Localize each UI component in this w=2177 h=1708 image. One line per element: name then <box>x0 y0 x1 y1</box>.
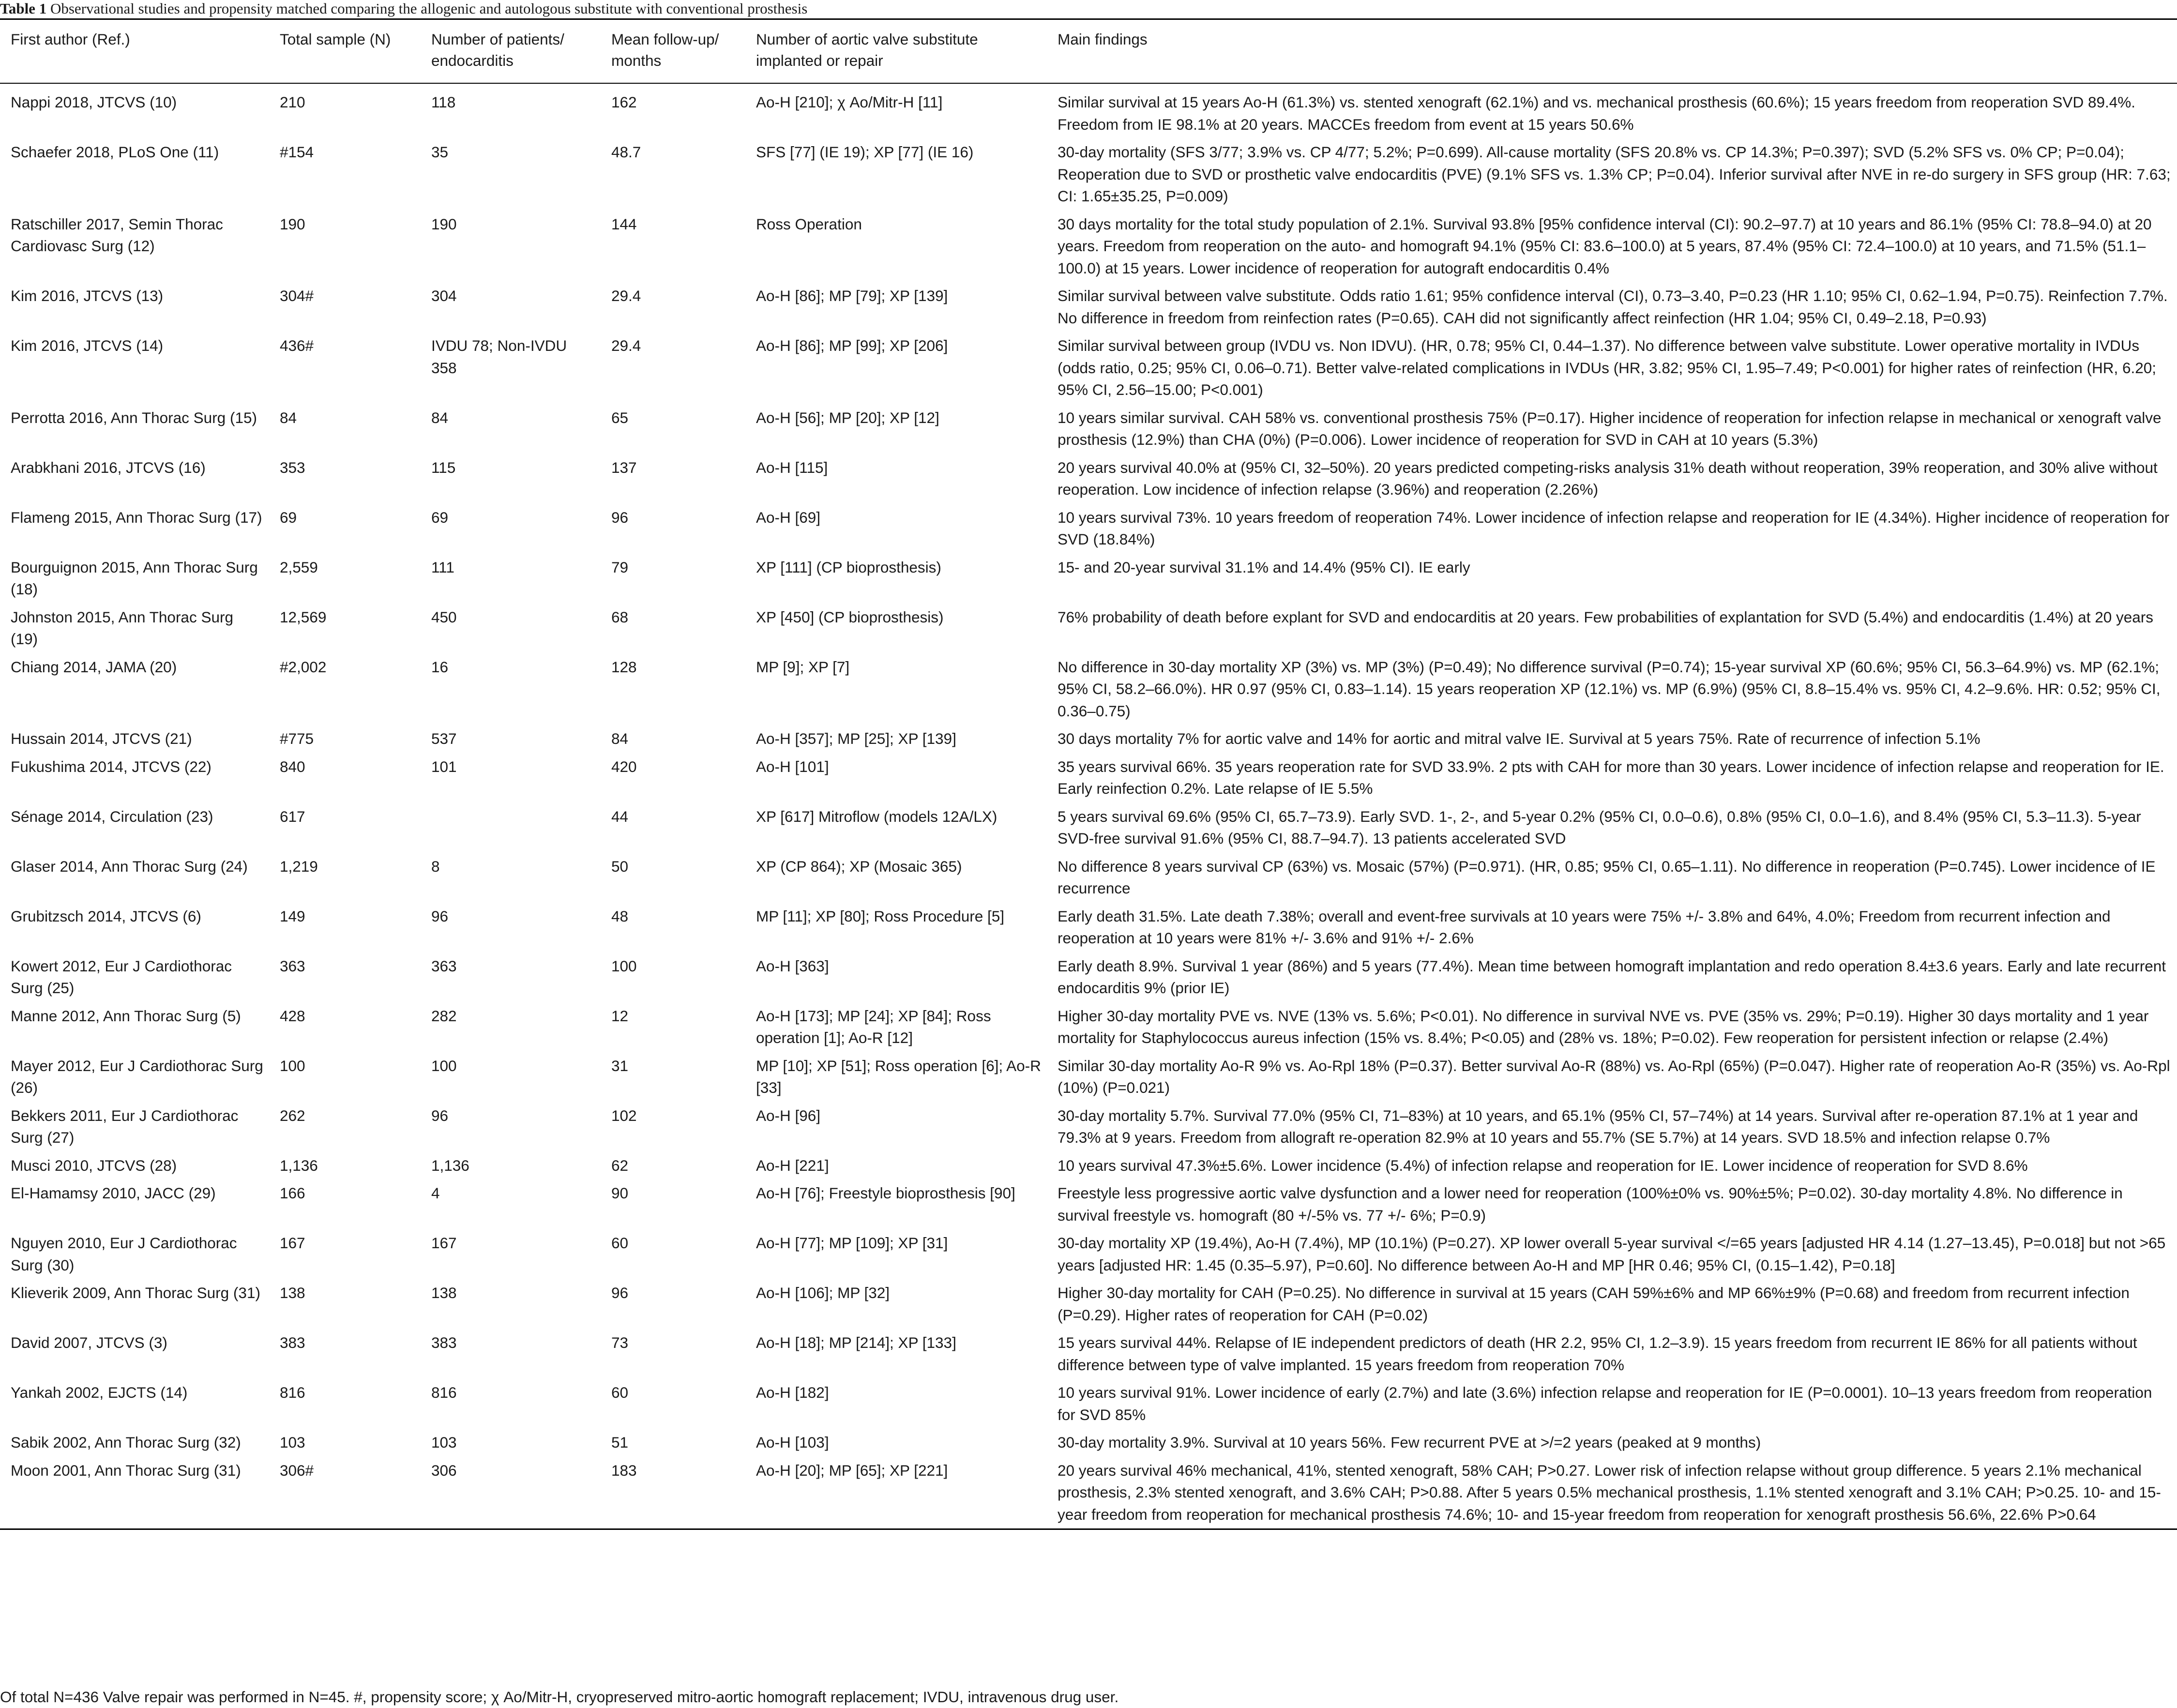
cell-patients: 69 <box>431 508 449 526</box>
table-row <box>0 753 2177 803</box>
cell-findings: Early death 31.5%. Late death 7.38%; overall and event-free survivals at 10 years were 75% +/- 3.8% and 64%, 4.0%; Freedom from recurrent infection and reoperation at 10 years were 81% +/- 3.6% and 91% +/- 2.6% <box>1058 907 2111 947</box>
cell-followup: 65 <box>611 408 629 426</box>
cell-sample: 103 <box>280 1434 305 1451</box>
table-row <box>0 404 2177 454</box>
cell-findings: Higher 30-day mortality for CAH (P=0.25). No difference in survival at 15 years (CAH 59%±6% and MP 66%±9% (P=0.68) and freedom from recurrent infection (P=0.29). Higher rates of reoperation for CAH (P=0.02) <box>1058 1284 2130 1324</box>
cell-followup: 29.4 <box>611 337 641 354</box>
cell-findings: Higher 30-day mortality PVE vs. NVE (13% vs. 5.6%; P<0.01). No difference in survival NVE vs. PVE (35% vs. 29%; P=0.19). Higher 30 days mortality and 1 year mortality for Staphylococcus aureus infection (15% vs. 8.4%; P<0.05) and (28% vs. 18%; P=0.02). Few reoperation for persistent infection or relapse (2.4%) <box>1058 1007 2149 1046</box>
cell-patients: 383 <box>431 1334 457 1351</box>
table-row <box>0 1457 2177 1529</box>
cell-followup: 44 <box>611 807 629 825</box>
cell-followup: 68 <box>611 608 629 626</box>
table-row <box>0 83 2177 138</box>
cell-author: Perrotta 2016, Ann Thorac Surg (15) <box>11 408 257 426</box>
cell-substitute: Ao-H [182] <box>756 1384 829 1401</box>
cell-patients: 100 <box>431 1057 457 1074</box>
table-row <box>0 1429 2177 1457</box>
column-header-followup: Mean follow-up/ months <box>601 19 745 84</box>
cell-author: Sénage 2014, Circulation (23) <box>11 807 213 825</box>
cell-patients: 363 <box>431 957 457 975</box>
cell-patients: 103 <box>431 1434 457 1451</box>
cell-author: Nguyen 2010, Eur J Cardiothorac Surg (30) <box>11 1234 237 1274</box>
cell-sample: 262 <box>280 1106 305 1124</box>
cell-findings: 10 years survival 73%. 10 years freedom of reoperation 74%. Lower incidence of infection relapse and reoperation for IE (4.34%). Higher incidence of reoperation for SVD (18.84%) <box>1058 508 2170 548</box>
cell-findings: Similar survival at 15 years Ao-H (61.3%) vs. stented xenograft (62.1%) and vs. mechanical prosthesis (60.6%); 15 years freedom from reoperation SVD 89.4%. Freedom from IE 98.1% at 20 years. MACCEs freedom from event at 15 years 50.6% <box>1058 93 2136 133</box>
cell-findings: 5 years survival 69.6% (95% CI, 65.7–73.9). Early SVD. 1-, 2-, and 5-year 0.2% (95% CI, 0.0–0.6), 0.8% (95% CI, 0.0–1.6), and 8.4% (95% CI, 5.3–11.3). 5-year SVD-free survival 91.6% (95% CI, 88.7–94.7). 13 patients accelerated SVD <box>1058 807 2141 847</box>
table-row <box>0 903 2177 952</box>
table-row <box>0 138 2177 211</box>
cell-findings: Similar 30-day mortality Ao-R 9% vs. Ao-Rpl 18% (P=0.37). Better survival Ao-R (88%) vs. Ao-Rpl (65%) (P=0.047). Higher rate of reoperation Ao-R (35%) vs. Ao-Rpl (10%) (P=0.021) <box>1058 1057 2170 1096</box>
table-row <box>0 604 2177 653</box>
cell-followup: 29.4 <box>611 287 641 304</box>
cell-author: Musci 2010, JTCVS (28) <box>11 1156 177 1174</box>
table-row <box>0 803 2177 853</box>
cell-sample: 383 <box>280 1334 305 1351</box>
cell-findings: 20 years survival 46% mechanical, 41%, stented xenograft, 58% CAH; P>0.27. Lower risk of infection relapse without group difference. 5 years 2.1% mechanical prosthesis, 2.3% stented xenograft, and 3.6% CAH; P>0.88. After 5 years 0.5% mechanical prosthesis, 1.1% stented xenograft and 3.1% CAH; P>0.25. 10- and 15-year freedom from reoperation for mechanical prosthesis 74.6%; 10- and 15-year freedom from reoperation for xenograft prosthesis 56.6%, 22.6% P>0.64 <box>1058 1461 2161 1523</box>
cell-author: Manne 2012, Ann Thorac Surg (5) <box>11 1007 241 1025</box>
cell-patients: 4 <box>431 1184 440 1202</box>
cell-substitute: SFS [77] (IE 19); XP [77] (IE 16) <box>756 143 974 161</box>
cell-patients: 138 <box>431 1284 457 1301</box>
cell-patients: 190 <box>431 215 457 233</box>
cell-sample: #775 <box>280 730 314 747</box>
table-header-row <box>0 19 2177 84</box>
cell-patients: 84 <box>431 408 449 426</box>
cell-followup: 90 <box>611 1184 629 1202</box>
cell-sample: 2,559 <box>280 558 318 576</box>
cell-substitute: MP [9]; XP [7] <box>756 658 850 676</box>
cell-author: Chiang 2014, JAMA (20) <box>11 658 177 676</box>
cell-patients: 96 <box>431 907 449 925</box>
cell-substitute: Ao-H [106]; MP [32] <box>756 1284 890 1301</box>
cell-author: Mayer 2012, Eur J Cardiothorac Surg (26) <box>11 1057 263 1096</box>
cell-substitute: Ao-H [103] <box>756 1434 829 1451</box>
cell-patients: 111 <box>431 558 454 576</box>
cell-patients: 101 <box>431 757 457 775</box>
table-row <box>0 554 2177 604</box>
cell-author: Flameng 2015, Ann Thorac Surg (17) <box>11 508 262 526</box>
cell-findings: Early death 8.9%. Survival 1 year (86%) and 5 years (77.4%). Mean time between homograft implantation and redo operation 8.4±3.6 years. Early and late recurrent endocarditis 9% (prior IE) <box>1058 957 2166 997</box>
cell-substitute: Ao-H [115] <box>756 458 828 476</box>
column-header-sample: Total sample (N) <box>269 19 421 84</box>
cell-followup: 144 <box>611 215 637 233</box>
cell-followup: 51 <box>611 1434 629 1451</box>
cell-substitute: XP [450] (CP bioprosthesis) <box>756 608 944 626</box>
table-row <box>0 725 2177 753</box>
cell-author: Glaser 2014, Ann Thorac Surg (24) <box>11 857 248 875</box>
cell-findings: 30-day mortality 5.7%. Survival 77.0% (95% CI, 71–83%) at 10 years, and 65.1% (95% CI, 57–74%) at 14 years. Survival after re-operation 87.1% at 1 year and 79.3% at 9 years. Freedom from allograft re-operation 82.9% at 10 years and 55.7% (SE 5.7%) at 14 years. SVD 18.5% and infection relapse 0.7% <box>1058 1106 2138 1146</box>
table-row <box>0 282 2177 332</box>
table-row <box>0 853 2177 903</box>
cell-author: Bourguignon 2015, Ann Thorac Surg (18) <box>11 558 258 598</box>
cell-findings: 30-day mortality XP (19.4%), Ao-H (7.4%), MP (10.1%) (P=0.27). XP lower overall 5-year survival </=65 years [adjusted HR 4.14 (1.27–13.45), P=0.018] but not >65 years [adjusted HR: 1.45 (0.35–5.97), P=0.60]. No difference between Ao-H and MP [HR 0.46; 95% CI, (0.15–1.42), P=0.18] <box>1058 1234 2166 1274</box>
cell-patients: 118 <box>431 93 456 111</box>
cell-substitute: Ao-H [20]; MP [65]; XP [221] <box>756 1461 948 1479</box>
cell-followup: 50 <box>611 857 629 875</box>
cell-sample: 167 <box>280 1234 305 1252</box>
cell-author: Klieverik 2009, Ann Thorac Surg (31) <box>11 1284 260 1301</box>
cell-author: Johnston 2015, Ann Thorac Surg (19) <box>11 608 233 648</box>
cell-sample: 166 <box>280 1184 305 1202</box>
cell-author: Kim 2016, JTCVS (14) <box>11 337 164 354</box>
cell-findings: 30-day mortality 3.9%. Survival at 10 years 56%. Few recurrent PVE at >/=2 years (peaked at 9 months) <box>1058 1434 1761 1451</box>
cell-author: Arabkhani 2016, JTCVS (16) <box>11 458 206 476</box>
cell-patients: 35 <box>431 143 449 161</box>
cell-author: El-Hamamsy 2010, JACC (29) <box>11 1184 216 1202</box>
table-row <box>0 1279 2177 1329</box>
cell-sample: 149 <box>280 907 305 925</box>
cell-findings: No difference in 30-day mortality XP (3%) vs. MP (3%) (P=0.49); No difference survival (P=0.74); 15-year survival XP (60.6%; 95% CI, 56.3–64.9%) vs. MP (62.1%; 95% CI, 58.2–66.0%). HR 0.97 (95% CI, 0.83–1.14). 15 years reoperation XP (12.1%) vs. MP (6.9%) (95% CI, 8.8–15.4% vs. 95% CI, 4.2–9.6%. HR: 0.52; 95% CI, 0.36–0.75) <box>1058 658 2161 720</box>
cell-patients <box>421 803 601 853</box>
cell-author: Nappi 2018, JTCVS (10) <box>11 93 177 111</box>
table-footnote: Of total N=436 Valve repair was performed in N=45. #, propensity score; χ Ao/Mitr-H, cryopreserved mitro-aortic homograft replacement; IVDU, intravenous drug user. <box>0 1688 1119 1706</box>
cell-followup: 62 <box>611 1156 629 1174</box>
cell-findings: 15 years survival 44%. Relapse of IE independent predictors of death (HR 2.2, 95% CI, 1.2–3.9). 15 years freedom from recurrent IE 86% for all patients without difference between type of valve implanted. 15 years freedom from reoperation 70% <box>1058 1334 2137 1374</box>
cell-author: Fukushima 2014, JTCVS (22) <box>11 757 212 775</box>
cell-patients: 450 <box>431 608 457 626</box>
cell-substitute: Ao-H [173]; MP [24]; XP [84]; Ross operation [1]; Ao-R [12] <box>756 1007 991 1046</box>
cell-substitute: MP [10]; XP [51]; Ross operation [6]; Ao-R [33] <box>756 1057 1041 1096</box>
cell-substitute: Ao-H [210]; χ Ao/Mitr-H [11] <box>756 93 943 111</box>
cell-sample: #154 <box>280 143 314 161</box>
cell-sample: 304# <box>280 287 314 304</box>
column-header-patients: Number of patients/ endocarditis <box>421 19 601 84</box>
cell-followup: 31 <box>611 1057 629 1074</box>
column-header-findings: Main findings <box>1047 19 2177 84</box>
cell-followup: 73 <box>611 1334 629 1351</box>
cell-author: Ratschiller 2017, Semin Thorac Cardiovasc Surg (12) <box>11 215 223 255</box>
cell-substitute: Ao-H [221] <box>756 1156 829 1174</box>
cell-author: Hussain 2014, JTCVS (21) <box>11 730 192 747</box>
cell-findings: 10 years similar survival. CAH 58% vs. conventional prosthesis 75% (P=0.17). Higher incidence of reoperation for infection relapse in mechanical or xenograft valve prosthesis (12.9%) than CHA (0%) (P=0.006). Lower incidence of reoperation for SVD in CAH at 10 years (5.3%) <box>1058 408 2162 448</box>
cell-author: Sabik 2002, Ann Thorac Surg (32) <box>11 1434 241 1451</box>
cell-followup: 128 <box>611 658 637 676</box>
cell-followup: 102 <box>611 1106 637 1124</box>
cell-followup: 96 <box>611 508 629 526</box>
cell-findings: 30-day mortality (SFS 3/77; 3.9% vs. CP 4/77; 5.2%; P=0.699). All-cause mortality (SFS 20.8% vs. CP 14.3%; P=0.397); SVD (5.2% SFS vs. 0% CP; P=0.04); Reoperation due to SVD or prosthetic valve endocarditis (PVE) (9.1% SFS vs. 1.3% CP; P=0.04). Inferior survival after NVE in re-do surgery in SFS group (HR: 7.63; CI: 1.65±35.25, P=0.009) <box>1058 143 2171 205</box>
column-header-substitute: Number of aortic valve substitute implanted or repair <box>745 19 1047 84</box>
cell-patients: 304 <box>431 287 457 304</box>
cell-substitute: XP (CP 864); XP (Mosaic 365) <box>756 857 962 875</box>
cell-followup: 79 <box>611 558 629 576</box>
cell-sample: 69 <box>280 508 297 526</box>
table-row <box>0 1052 2177 1102</box>
cell-substitute: Ao-H [357]; MP [25]; XP [139] <box>756 730 956 747</box>
data-table <box>0 18 2177 1530</box>
table-row <box>0 952 2177 1002</box>
cell-sample: 353 <box>280 458 305 476</box>
cell-sample: 436# <box>280 337 314 354</box>
cell-patients: 115 <box>431 458 456 476</box>
cell-followup: 420 <box>611 757 637 775</box>
cell-substitute: Ao-H [363] <box>756 957 829 975</box>
cell-sample: 306# <box>280 1461 314 1479</box>
cell-findings: 10 years survival 91%. Lower incidence of early (2.7%) and late (3.6%) infection relapse and reoperation for IE (P=0.0001). 10–13 years freedom from reoperation for SVD 85% <box>1058 1384 2152 1423</box>
cell-author: David 2007, JTCVS (3) <box>11 1334 167 1351</box>
cell-author: Moon 2001, Ann Thorac Surg (31) <box>11 1461 241 1479</box>
cell-substitute: MP [11]; XP [80]; Ross Procedure [5] <box>756 907 1005 925</box>
table-row <box>0 211 2177 283</box>
table-row <box>0 653 2177 726</box>
cell-findings: Similar survival between group (IVDU vs. Non IDVU). (HR, 0.78; 95% CI, 0.44–1.37). No difference between valve substitute. Lower operative mortality in IVDUs (odds ratio, 0.25; 95% CI, 0.06–0.71). Better valve-related complications in IVDUs (HR, 3.82; 95% CI, 1.95–7.49; P<0.001) for higher rates of reinfection (HR, 6.20; 95% CI, 2.56–15.00; P<0.001) <box>1058 337 2157 398</box>
cell-patients: 537 <box>431 730 457 747</box>
cell-substitute: Ao-H [77]; MP [109]; XP [31] <box>756 1234 948 1252</box>
cell-sample: #2,002 <box>280 658 327 676</box>
cell-author: Grubitzsch 2014, JTCVS (6) <box>11 907 201 925</box>
cell-substitute: Ao-H [96] <box>756 1106 821 1124</box>
cell-author: Kowert 2012, Eur J Cardiothorac Surg (25) <box>11 957 232 997</box>
cell-findings: 30 days mortality for the total study population of 2.1%. Survival 93.8% [95% confidence interval (CI): 90.2–97.7) at 10 years and 86.1% (95% CI: 78.8–94.0) at 20 years. Freedom from reoperation on the auto- and homograft 94.1% (95% CI: 83.6–100.0) at 5 years, 87.4% (95% CI: 72.4–100.0) at 10 years, and 71.5% (51.1–100.0) at 15 years. Lower incidence of reoperation for autograft endocarditis 0.4% <box>1058 215 2152 277</box>
cell-patients: 816 <box>431 1384 457 1401</box>
table-row <box>0 504 2177 554</box>
cell-sample: 138 <box>280 1284 305 1301</box>
cell-findings: Freestyle less progressive aortic valve dysfunction and a lower need for reoperation (100%±0% vs. 90%±5%; P=0.02). 30-day mortality 4.8%. No difference in survival freestyle vs. homograft (80 +/-5% vs. 77 +/- 6%; P=0.9) <box>1058 1184 2123 1224</box>
cell-followup: 100 <box>611 957 637 975</box>
cell-patients: 1,136 <box>431 1156 469 1174</box>
cell-followup: 60 <box>611 1384 629 1401</box>
cell-substitute: XP [617] Mitroflow (models 12A/LX) <box>756 807 998 825</box>
cell-findings: 76% probability of death before explant for SVD and endocarditis at 20 years. Few probabilities of explantation for SVD (5.4%) and endocarditis (1.4%) at 20 years <box>1058 608 2154 626</box>
cell-author: Yankah 2002, EJCTS (14) <box>11 1384 188 1401</box>
cell-patients: 16 <box>431 658 449 676</box>
cell-sample: 840 <box>280 757 305 775</box>
table-row <box>0 1229 2177 1279</box>
cell-patients: 282 <box>431 1007 457 1025</box>
cell-followup: 48 <box>611 907 629 925</box>
cell-substitute: Ao-H [56]; MP [20]; XP [12] <box>756 408 939 426</box>
table-row <box>0 1002 2177 1052</box>
table-body <box>0 83 2177 1529</box>
table-row <box>0 1152 2177 1180</box>
cell-sample: 363 <box>280 957 305 975</box>
cell-sample: 428 <box>280 1007 305 1025</box>
cell-author: Schaefer 2018, PLoS One (11) <box>11 143 219 161</box>
cell-substitute: Ao-H [69] <box>756 508 821 526</box>
cell-followup: 84 <box>611 730 629 747</box>
cell-author: Bekkers 2011, Eur J Cardiothorac Surg (27) <box>11 1106 239 1146</box>
cell-sample: 190 <box>280 215 305 233</box>
cell-followup: 183 <box>611 1461 637 1479</box>
cell-patients: 96 <box>431 1106 449 1124</box>
cell-substitute: Ao-H [86]; MP [99]; XP [206] <box>756 337 948 354</box>
table-row <box>0 454 2177 504</box>
cell-substitute: Ao-H [101] <box>756 757 829 775</box>
cell-followup: 12 <box>611 1007 629 1025</box>
cell-sample: 84 <box>280 408 297 426</box>
cell-findings: 10 years survival 47.3%±5.6%. Lower incidence (5.4%) of infection relapse and reoperation for IE. Lower incidence of reoperation for SVD 8.6% <box>1058 1156 2028 1174</box>
cell-substitute: Ao-H [86]; MP [79]; XP [139] <box>756 287 948 304</box>
table-caption-text: Observational studies and propensity matched comparing the allogenic and autologous substitute with conventional prosthesis <box>50 0 808 17</box>
cell-substitute: XP [111] (CP bioprosthesis) <box>756 558 941 576</box>
table-caption <box>0 0 2177 17</box>
cell-findings: 30 days mortality 7% for aortic valve and 14% for aortic and mitral valve IE. Survival at 5 years 75%. Rate of recurrence of infection 5.1% <box>1058 730 1980 747</box>
cell-substitute: Ao-H [76]; Freestyle bioprosthesis [90] <box>756 1184 1015 1202</box>
cell-findings: 35 years survival 66%. 35 years reoperation rate for SVD 33.9%. 2 pts with CAH for more than 30 years. Lower incidence of infection relapse and reoperation for IE. Early reinfection 0.2%. Late relapse of IE 5.5% <box>1058 757 2164 797</box>
cell-substitute: Ao-H [18]; MP [214]; XP [133] <box>756 1334 956 1351</box>
cell-findings: 20 years survival 40.0% at (95% CI, 32–50%). 20 years predicted competing-risks analysis 31% death without reoperation, 39% reoperation, and 30% alive without reoperation. Low incidence of infection relapse (3.96%) and reoperation (2.26%) <box>1058 458 2158 498</box>
cell-findings: Similar survival between valve substitute. Odds ratio 1.61; 95% confidence interval (CI), 0.73–3.40, P=0.23 (HR 1.10; 95% CI, 0.62–1.94, P=0.75). Reinfection 7.7%. No difference in freedom from reinfection rates (P=0.65). CAH did not significantly affect reinfection (HR 1.04; 95% CI, 0.49–2.18, P=0.93) <box>1058 287 2168 327</box>
cell-followup: 162 <box>611 93 637 111</box>
cell-sample: 816 <box>280 1384 305 1401</box>
cell-patients: 8 <box>431 857 440 875</box>
cell-followup: 137 <box>611 458 637 476</box>
cell-findings: No difference 8 years survival CP (63%) vs. Mosaic (57%) (P=0.971). (HR, 0.85; 95% CI, 0.65–1.11). No difference in reoperation (P=0.745). Lower incidence of IE recurrence <box>1058 857 2156 897</box>
cell-followup: 96 <box>611 1284 629 1301</box>
cell-sample: 210 <box>280 93 305 111</box>
cell-substitute: Ross Operation <box>756 215 862 233</box>
cell-patients: 167 <box>431 1234 457 1252</box>
cell-patients: 306 <box>431 1461 457 1479</box>
table-row <box>0 1379 2177 1429</box>
column-header-author: First author (Ref.) <box>0 19 269 84</box>
cell-author: Kim 2016, JTCVS (13) <box>11 287 164 304</box>
table-row <box>0 1102 2177 1152</box>
table-row <box>0 332 2177 404</box>
cell-sample: 100 <box>280 1057 305 1074</box>
cell-sample: 12,569 <box>280 608 327 626</box>
cell-followup: 48.7 <box>611 143 641 161</box>
cell-sample: 1,136 <box>280 1156 318 1174</box>
cell-patients: IVDU 78; Non-IVDU 358 <box>431 337 567 377</box>
cell-sample: 617 <box>280 807 305 825</box>
cell-followup: 60 <box>611 1234 629 1252</box>
cell-findings: 15- and 20-year survival 31.1% and 14.4% (95% CI). IE early <box>1058 558 1470 576</box>
table-label: Table 1 <box>0 0 47 17</box>
cell-sample: 1,219 <box>280 857 318 875</box>
table-row <box>0 1179 2177 1229</box>
table-row <box>0 1329 2177 1379</box>
